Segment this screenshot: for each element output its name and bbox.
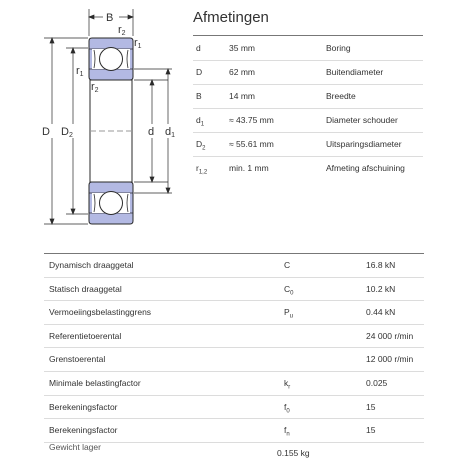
label-d: d: [148, 126, 155, 138]
label-D: D: [42, 126, 50, 138]
calculation-symbol: $f_0$: [284, 402, 290, 415]
calculation-value: 15: [366, 425, 376, 435]
calculation-symbol: $C_0$: [284, 284, 294, 297]
bearing-cross-section-drawing: [0, 0, 190, 240]
calculation-name: Berekeningsfactor: [49, 402, 118, 412]
dimension-value: 62 mm: [229, 67, 255, 77]
dimension-value: 14 mm: [229, 91, 255, 101]
calculation-name: Dynamisch draaggetal: [49, 260, 134, 270]
calculation-name: Minimale belastingfactor: [49, 378, 141, 388]
dimension-row: [193, 132, 423, 156]
calculation-symbol: C: [284, 260, 291, 270]
calculation-row: [44, 418, 424, 442]
weight-value: 0.155 kg: [277, 448, 310, 458]
dimension-value: ≈ 43.75 mm: [229, 115, 274, 125]
label-r1-top: r1: [134, 37, 142, 50]
dimension-row: [193, 60, 423, 84]
calculation-value: 0.025: [366, 378, 388, 388]
calculation-value: 0.44 kN: [366, 307, 396, 317]
bearing-outline: [90, 80, 132, 182]
dimension-value: ≈ 55.61 mm: [229, 139, 274, 149]
calculation-row: [44, 395, 424, 419]
bottom-ring-section: [89, 182, 133, 224]
calculation-symbol: $P_u$: [284, 307, 294, 320]
calculation-name: Vermoeiingsbelastinggrens: [49, 307, 152, 317]
dimension-value: min. 1 mm: [229, 163, 269, 173]
calculation-row: [44, 253, 424, 277]
dimension-row: [193, 36, 423, 60]
calculation-name: Statisch draaggetal: [49, 284, 122, 294]
calculation-row: [44, 300, 424, 324]
bottom-ball: [100, 192, 123, 215]
label-B: B: [106, 12, 114, 24]
dimension-symbol: $d_1$: [196, 115, 205, 128]
calculation-row: [44, 324, 424, 348]
dimension-description: Boring: [326, 43, 351, 53]
label-D2: D2: [61, 126, 73, 139]
label-r2-inner: r2: [91, 81, 99, 94]
calculation-row: [44, 371, 424, 395]
calculation-value: 24 000 r/min: [366, 331, 414, 341]
calculation-row: [44, 347, 424, 371]
dimension-symbol: B: [196, 91, 202, 101]
top-ring-section: [89, 38, 133, 80]
calculation-value: 15: [366, 402, 376, 412]
dimension-description: Diameter schouder: [326, 115, 398, 125]
dimension-symbol: $r_{1,2}$: [196, 163, 208, 176]
label-d1: d1: [165, 126, 176, 139]
weight-label: Gewicht lager: [49, 442, 101, 452]
top-ball: [100, 48, 123, 71]
dimension-symbol: d: [196, 43, 201, 53]
calculation-value: 12 000 r/min: [366, 354, 414, 364]
dimension-symbol: $D_2$: [196, 139, 206, 152]
calculation-row: [44, 277, 424, 301]
calculation-value: 16.8 kN: [366, 260, 396, 270]
dimension-description: Breedte: [326, 91, 356, 101]
label-r2-top: r2: [118, 24, 126, 37]
weight-row: [44, 440, 424, 464]
calculation-symbol: $k_r$: [284, 378, 291, 391]
calculation-symbol: $f_n$: [284, 425, 290, 438]
dimension-description: Uitsparingsdiameter: [326, 139, 402, 149]
dimension-symbol: D: [196, 67, 203, 77]
dimension-row: [193, 156, 423, 180]
calculation-name: Grenstoerental: [49, 354, 106, 364]
dimension-value: 35 mm: [229, 43, 255, 53]
dimension-row: [193, 84, 423, 108]
label-r1-left: r1: [76, 65, 84, 78]
calculation-value: 10.2 kN: [366, 284, 396, 294]
dimensions-title: Afmetingen: [193, 9, 269, 26]
calculation-name: Berekeningsfactor: [49, 425, 118, 435]
dimension-description: Buitendiameter: [326, 67, 384, 77]
dimension-description: Afmeting afschuining: [326, 163, 405, 173]
calculation-name: Referentietoerental: [49, 331, 122, 341]
dimension-row: [193, 108, 423, 132]
